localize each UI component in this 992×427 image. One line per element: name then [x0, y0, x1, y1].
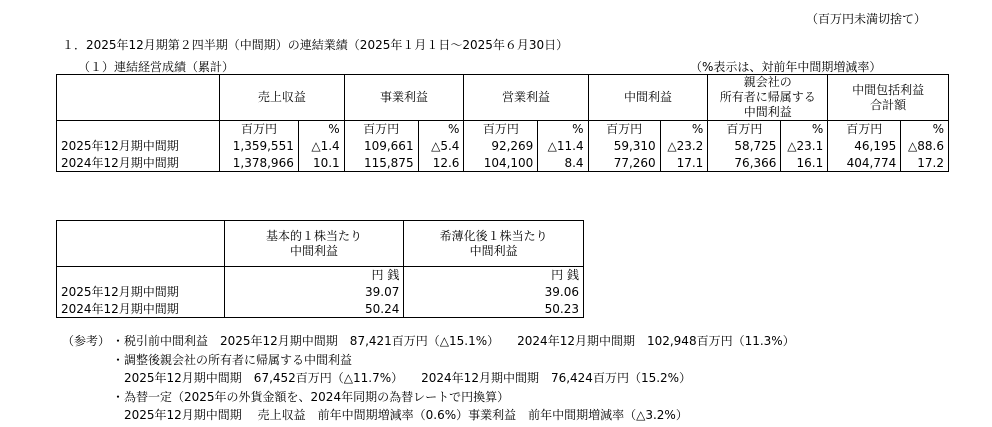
note-fx-constant-values: 2025年12月期中間期 売上収益 前年中間期増減率（0.6%）事業利益 前年中間期増減率（△3.2%） [124, 408, 688, 422]
table1-corner-cell [57, 75, 220, 121]
unit-note: （百万円未満切捨て） [806, 12, 927, 26]
unit-cell: 百万円 [708, 121, 781, 138]
table-cell: 92,269 [464, 137, 538, 154]
header-label: 売上収益 [257, 90, 306, 104]
unit-cell: 円 銭 [404, 267, 584, 284]
table2-header-basic-eps [224, 221, 404, 267]
table-cell: △11.4 [538, 137, 588, 154]
percent-note: （%表示は、対前年中間期増減率） [690, 60, 882, 74]
table-cell: 115,875 [344, 154, 418, 172]
table1-header-owners-profit [708, 75, 828, 121]
consolidated-results-table [56, 74, 949, 172]
table-cell: △88.6 [901, 137, 949, 154]
per-share-table [56, 220, 584, 318]
table-cell: 59,310 [588, 137, 660, 154]
unit-cell: % [418, 121, 464, 138]
table-cell: 8.4 [538, 154, 588, 172]
unit-cell: % [781, 121, 828, 138]
table-cell: 50.24 [224, 300, 404, 318]
header-label: 営業利益 [501, 90, 550, 104]
table-cell: 77,260 [588, 154, 660, 172]
table-cell: △1.4 [298, 137, 344, 154]
table1-header-business-profit [344, 75, 464, 121]
table2-header-diluted-eps [404, 221, 584, 267]
table-row [57, 137, 949, 154]
unit-cell: 円 銭 [224, 267, 404, 284]
table-cell: 16.1 [781, 154, 828, 172]
table2-corner-cell [57, 221, 225, 267]
header-label: 事業利益 [380, 90, 429, 104]
unit-cell: % [298, 121, 344, 138]
table-cell: 58,725 [708, 137, 781, 154]
note-adjusted-profit-values: 2025年12月期中間期 67,452百万円（△11.7%） 2024年12月期中間期 76,424百万円（15.2%） [124, 371, 692, 385]
table-cell: 104,100 [464, 154, 538, 172]
row-label: 2025年12月期中間期 [57, 137, 220, 154]
table1-header-interim-profit [588, 75, 708, 121]
table-cell: 10.1 [298, 154, 344, 172]
reference-label: （参考） [62, 334, 111, 348]
table-cell: 17.1 [660, 154, 708, 172]
note-fx-constant-title: ・為替一定（2025年の外貨金額を、2024年同期の為替レートで円換算） [112, 390, 510, 404]
unit-cell: % [538, 121, 588, 138]
table1-header-comprehensive [828, 75, 949, 121]
section-title: １．2025年12月期第２四半期（中間期）の連結業績（2025年１月１日～2025年６月30日） [62, 38, 569, 52]
unit-cell: % [660, 121, 708, 138]
table-row [57, 154, 949, 172]
table-cell: 12.6 [418, 154, 464, 172]
header-label: 中間包括利益 合計額 [852, 82, 925, 112]
table1-header-operating-profit [464, 75, 588, 121]
unit-cell: 百万円 [828, 121, 901, 138]
unit-cell: 百万円 [220, 121, 299, 138]
unit-cell: % [901, 121, 949, 138]
unit-cell: 百万円 [588, 121, 660, 138]
header-label: 中間利益 [623, 90, 672, 104]
table1-unit-blank [57, 121, 220, 138]
note-adjusted-profit-title: ・調整後親会社の所有者に帰属する中間利益 [112, 353, 353, 367]
table-row [57, 283, 584, 300]
unit-cell: 百万円 [464, 121, 538, 138]
table-cell: 109,661 [344, 137, 418, 154]
table-cell: △23.2 [660, 137, 708, 154]
table-cell: 76,366 [708, 154, 781, 172]
table-cell: 1,378,966 [220, 154, 299, 172]
table-cell: 39.07 [224, 283, 404, 300]
table-cell: △23.1 [781, 137, 828, 154]
table2-header-row [57, 221, 584, 267]
table1-header-revenue [220, 75, 345, 121]
row-label: 2024年12月期中間期 [57, 300, 225, 318]
subsection-title: （１）連結経営成績（累計） [78, 60, 235, 74]
table-cell: 39.06 [404, 283, 584, 300]
table1-header-row [57, 75, 949, 121]
table-cell: 50.23 [404, 300, 584, 318]
header-label: 希薄化後１株当たり 中間利益 [439, 228, 548, 258]
table2-unit-row [57, 267, 584, 284]
table-cell: 404,774 [828, 154, 901, 172]
table2-unit-blank [57, 267, 225, 284]
note-pretax-profit: ・税引前中間利益 2025年12月期中間期 87,421百万円（△15.1%） 2024年12月期中間期 102,948百万円（11.3%） [112, 334, 795, 348]
row-label: 2025年12月期中間期 [57, 283, 225, 300]
table-row [57, 300, 584, 318]
table-cell: △5.4 [418, 137, 464, 154]
table1-unit-row [57, 121, 949, 138]
table-cell: 17.2 [901, 154, 949, 172]
header-label: 基本的１株当たり 中間利益 [266, 228, 363, 258]
table-cell: 1,359,551 [220, 137, 299, 154]
header-label: 親会社の 所有者に帰属する 中間利益 [719, 75, 816, 119]
unit-cell: 百万円 [344, 121, 418, 138]
row-label: 2024年12月期中間期 [57, 154, 220, 172]
table-cell: 46,195 [828, 137, 901, 154]
